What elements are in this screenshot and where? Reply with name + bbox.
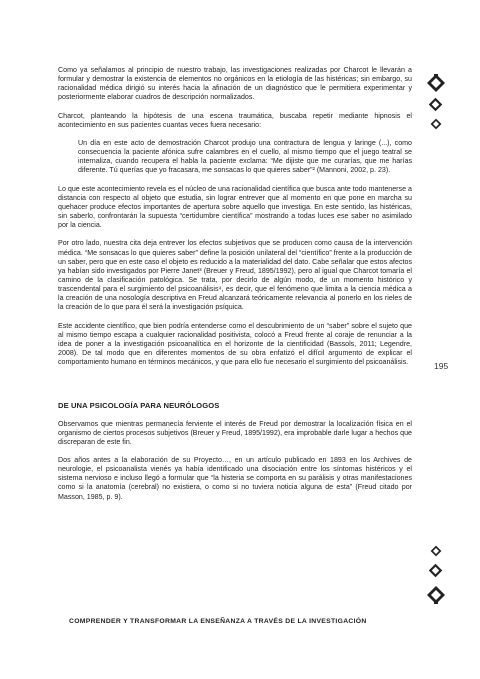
diamond-ornament-icon xyxy=(426,585,446,605)
diamond-ornament-icon xyxy=(430,545,442,557)
diamond-ornament-icon xyxy=(428,563,443,578)
paragraph: Dos años antes a la elaboración de su Proyecto…, en un artículo publicado en 1893 en los Archives de neurologie, el psicoanalista vienés ya había identificado una disociación entre los síntomas histéricos y el sistema nervioso e incluso llegó a formular que “la histeria se comporta en su parálisis y otras manifestaciones como si la anatomía (cerebral) no existiera, o como si no tuviera noticia alguna de esta” (Freud citado por Masson, 1985, p. 9). xyxy=(58,456,412,501)
body-text xyxy=(58,66,412,511)
paragraph: Lo que este acontecimiento revela es el núcleo de una racionalidad científica que busca ante todo mantenerse a distancia con respecto al objeto que estudia, sin lograr entrever que al momento en que pone en marcha su quehacer produce efectos importantes de apertura sobre aquello que investiga. En este sentido, las histéricas, sin saberlo, confrontarán la supuesta “certidumbre científica” mostrando a todas luces ese saber no asimilado por la ciencia. xyxy=(58,184,412,230)
paragraph: Charcot, planteando la hipótesis de una escena traumática, buscaba repetir mediante hipnosis el acontecimiento en sus pacientes cuantas veces fuera necesario: xyxy=(58,111,412,129)
diamond-ornament-icon xyxy=(426,73,446,93)
section-heading: DE UNA PSICOLOGÍA PARA NEURÓLOGOS xyxy=(58,401,220,411)
diamond-ornament-icon xyxy=(428,97,443,112)
paragraph: Como ya señalamos al principio de nuestro trabajo, las investigaciones realizadas por Charcot le llevarán a formular y demostrar la existencia de elementos no orgánicos en la etiología de las histéricas; sin embargo, su racionalidad médica dirigió su interés hacia la afinación de un diagnóstico que le permitiera experimentar y posteriormente elaborar cuadros de descripción normalizados. xyxy=(58,66,412,102)
running-footer: COMPRENDER Y TRANSFORMAR LA ENSEÑANZA A TRAVÉS DE LA INVESTIGACIÓN xyxy=(69,618,367,625)
block-quote: Un día en este acto de demostración Charcot produjo una contractura de lengua y laringe (...), como consecuencia la paciente afónica sufre calambres en el cuello, al mismo tiempo que el juego teatral se internaliza, cuando recupera el habla la paciente exclama: “Me dijiste que me curarías, que me harías diferente. Tú querías que yo fracasara, me sonsacas lo que quieres saber”² (Mannoni, 2002, p. 23). xyxy=(78,138,412,175)
paragraph: Por otro lado, nuestra cita deja entrever los efectos subjetivos que se producen como causa de la intervención médica. “Me sonsacas lo que quieres saber” define la posición unilateral del “científico” frente a la producción de un saber, pero que en este caso el objeto es reducido a la materialidad del dato. Cabe señalar que estos afectos ya habían sido investigados por Pierre Janet³ (Breuer y Freud, 1895/1992), pero al igual que Charcot tomaría el camino de la clasificación patológica. Se trata, por decirlo de algún modo, de un momento histórico y trascendental para el surgimiento del psicoanálisis⁴, es decir, que el fenómeno que limita a la ciencia médica a la creación de una nosología descriptiva en Freud alcanzará teóricamente relevancia al ponerlo en los rieles de la creación de lo que para él será la investigación psíquica. xyxy=(58,239,412,312)
diamond-ornament-icon xyxy=(430,118,442,130)
paragraph: Observamos que mientras permanecía ferviente el interés de Freud por demostrar la localización física en el organismo de ciertos procesos subjetivos (Breuer y Freud, 1895/1992), era improbable darle lugar a hechos que discreparan de este fin. xyxy=(58,419,412,446)
page-number: 195 xyxy=(434,361,449,371)
paragraph: Este accidente científico, que bien podría entenderse como el descubrimiento de un “saber” sobre el sujeto que al mismo tiempo escapa a cualquier racionalidad positivista, colocó a Freud frente al coraje de renunciar a la idea de poner a la investigación psicoanalítica en el horizonte de la cientificidad (Bassols, 2011; Legendre, 2008). De tal modo que en diferentes momentos de su obra enfatizó el difícil argumento de explicar el comportamiento humano en términos mecánicos, y que para ello fue necesario el surgimiento del psicoanálisis. xyxy=(58,321,412,367)
